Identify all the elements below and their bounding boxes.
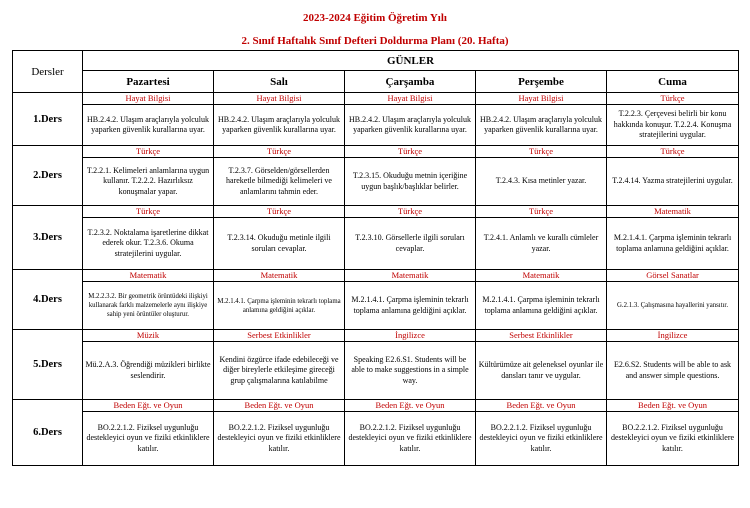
outcome-cell: T.2.4.14. Yazma stratejilerini uygular. bbox=[607, 158, 739, 206]
subject-cell: Matematik bbox=[476, 270, 607, 282]
subject-cell: Beden Eğt. ve Oyun bbox=[214, 400, 345, 412]
lesson-row-2-outcomes bbox=[13, 158, 739, 206]
lesson-label: 6.Ders bbox=[13, 400, 83, 466]
outcome-cell: Kültürümüze ait geleneksel oyunlar ile dansları tanır ve uygular. bbox=[476, 342, 607, 400]
subject-cell: Serbest Etkinlikler bbox=[214, 330, 345, 342]
subject-cell: Matematik bbox=[83, 270, 214, 282]
subject-cell: Matematik bbox=[345, 270, 476, 282]
subject-cell: Müzik bbox=[83, 330, 214, 342]
outcome-cell: T.2.3.15. Okuduğu metnin içeriğine uygun başlık/başlıklar belirler. bbox=[345, 158, 476, 206]
subject-cell: Türkçe bbox=[345, 206, 476, 218]
outcome-cell: Kendini özgürce ifade edebileceği ve diğer bireylerle etkileşime gireceği grup çalışmalarına katılabilme bbox=[214, 342, 345, 400]
outcome-cell: E2.6.S2. Students will be able to ask and answer simple questions. bbox=[607, 342, 739, 400]
outcome-cell: HB.2.4.2. Ulaşım araçlarıyla yolculuk yaparken güvenlik kurallarına uyar. bbox=[476, 105, 607, 146]
outcome-cell: BO.2.2.1.2. Fiziksel uygunluğu destekleyici oyun ve fiziki etkinliklere katılır. bbox=[345, 412, 476, 466]
subject-cell: Hayat Bilgisi bbox=[83, 93, 214, 105]
lesson-label: 2.Ders bbox=[13, 146, 83, 206]
subject-cell: Beden Eğt. ve Oyun bbox=[607, 400, 739, 412]
outcome-cell: M.2.1.4.1. Çarpma işleminin tekrarlı toplama anlamına geldiğini açıklar. bbox=[607, 218, 739, 270]
lesson-row-5-outcomes bbox=[13, 342, 739, 400]
lesson-row-4-outcomes bbox=[13, 282, 739, 330]
lesson-label: 4.Ders bbox=[13, 270, 83, 330]
subject-cell: Beden Eğt. ve Oyun bbox=[345, 400, 476, 412]
outcome-cell: T.2.3.10. Görsellerle ilgili soruları cevaplar. bbox=[345, 218, 476, 270]
day-header-carsamba: Çarşamba bbox=[345, 71, 476, 93]
outcome-cell: HB.2.4.2. Ulaşım araçlarıyla yolculuk yaparken güvenlik kurallarına uyar. bbox=[214, 105, 345, 146]
outcome-cell: T.2.3.7. Görselden/görsellerden hareketle bilmediği kelimeleri ve anlamlarını tahmin eder. bbox=[214, 158, 345, 206]
subject-cell: Türkçe bbox=[476, 146, 607, 158]
document-subtitle: 2. Sınıf Haftalık Sınıf Defteri Doldurma Planı (20. Hafta) bbox=[241, 35, 509, 47]
outcome-cell: HB.2.4.2. Ulaşım araçlarıyla yolculuk yaparken güvenlik kurallarına uyar. bbox=[83, 105, 214, 146]
lesson-label: 1.Ders bbox=[13, 93, 83, 146]
dersler-header: Dersler bbox=[13, 51, 83, 93]
lesson-row-1-outcomes bbox=[13, 105, 739, 146]
day-header-persembe: Perşembe bbox=[476, 71, 607, 93]
document-title: 2023-2024 Eğitim Öğretim Yılı bbox=[303, 12, 447, 24]
subject-cell: Görsel Sanatlar bbox=[607, 270, 739, 282]
day-header-pazartesi: Pazartesi bbox=[83, 71, 214, 93]
subject-cell: Matematik bbox=[214, 270, 345, 282]
outcome-cell: M.2.1.4.1. Çarpma işleminin tekrarlı toplama anlamına geldiğini açıklar. bbox=[345, 282, 476, 330]
subject-cell: Beden Eğt. ve Oyun bbox=[476, 400, 607, 412]
subject-cell: Hayat Bilgisi bbox=[476, 93, 607, 105]
subject-cell: Türkçe bbox=[607, 146, 739, 158]
subject-cell: Türkçe bbox=[345, 146, 476, 158]
lesson-row-6-subjects bbox=[13, 400, 739, 412]
outcome-cell: HB.2.4.2. Ulaşım araçlarıyla yolculuk yaparken güvenlik kurallarına uyar. bbox=[345, 105, 476, 146]
outcome-cell: Mü.2.A.3. Öğrendiği müzikleri birlikte seslendirir. bbox=[83, 342, 214, 400]
outcome-cell: M.2.2.3.2. Bir geometrik örüntüdeki ilişkiyi kullanarak farklı malzemelerle aynı ilişkiye sahip yeni örüntüler oluşturur. bbox=[83, 282, 214, 330]
outcome-cell: T.2.4.1. Anlamlı ve kurallı cümleler yazar. bbox=[476, 218, 607, 270]
outcome-cell: T.2.3.2. Noktalama işaretlerine dikkat ederek okur. T.2.3.6. Okuma stratejilerini uygular. bbox=[83, 218, 214, 270]
subject-cell: Matematik bbox=[607, 206, 739, 218]
subject-cell: Türkçe bbox=[214, 146, 345, 158]
subject-cell: Serbest Etkinlikler bbox=[476, 330, 607, 342]
lesson-row-4-subjects bbox=[13, 270, 739, 282]
subject-cell: Türkçe bbox=[476, 206, 607, 218]
lesson-row-1-subjects bbox=[13, 93, 739, 105]
subject-cell: Beden Eğt. ve Oyun bbox=[83, 400, 214, 412]
subject-cell: Türkçe bbox=[214, 206, 345, 218]
outcome-cell: BO.2.2.1.2. Fiziksel uygunluğu destekleyici oyun ve fiziki etkinliklere katılır. bbox=[83, 412, 214, 466]
subject-cell: Türkçe bbox=[607, 93, 739, 105]
subject-cell: İngilizce bbox=[607, 330, 739, 342]
outcome-cell: M.2.1.4.1. Çarpma işleminin tekrarlı toplama anlamına geldiğini açıklar. bbox=[214, 282, 345, 330]
outcome-cell: T.2.4.3. Kısa metinler yazar. bbox=[476, 158, 607, 206]
outcome-cell: T.2.2.1. Kelimeleri anlamlarına uygun kullanır. T.2.2.2. Hazırlıksız konuşmalar yapar. bbox=[83, 158, 214, 206]
subject-cell: Türkçe bbox=[83, 206, 214, 218]
outcome-cell: M.2.1.4.1. Çarpma işleminin tekrarlı toplama anlamına geldiğini açıklar. bbox=[476, 282, 607, 330]
day-header-cuma: Cuma bbox=[607, 71, 739, 93]
outcome-cell: Speaking E2.6.S1. Students will be able to make suggestions in a simple way. bbox=[345, 342, 476, 400]
outcome-cell: T.2.3.14. Okuduğu metinle ilgili soruları cevaplar. bbox=[214, 218, 345, 270]
outcome-cell: BO.2.2.1.2. Fiziksel uygunluğu destekleyici oyun ve fiziki etkinliklere katılır. bbox=[476, 412, 607, 466]
lesson-row-5-subjects bbox=[13, 330, 739, 342]
lesson-row-2-subjects bbox=[13, 146, 739, 158]
gunler-header: GÜNLER bbox=[83, 51, 739, 71]
outcome-cell: G.2.1.3. Çalışmasına hayallerini yansıtır. bbox=[607, 282, 739, 330]
outcome-cell: T.2.2.3. Çerçevesi belirli bir konu hakkında konuşur. T.2.2.4. Konuşma stratejilerini uygular. bbox=[607, 105, 739, 146]
outcome-cell: BO.2.2.1.2. Fiziksel uygunluğu destekleyici oyun ve fiziki etkinliklere katılır. bbox=[214, 412, 345, 466]
day-header-sali: Salı bbox=[214, 71, 345, 93]
weekly-plan-table bbox=[12, 50, 739, 466]
subject-cell: Hayat Bilgisi bbox=[214, 93, 345, 105]
outcome-cell: BO.2.2.1.2. Fiziksel uygunluğu destekleyici oyun ve fiziki etkinliklere katılır. bbox=[607, 412, 739, 466]
subject-cell: Türkçe bbox=[83, 146, 214, 158]
lesson-row-3-outcomes bbox=[13, 218, 739, 270]
lesson-label: 3.Ders bbox=[13, 206, 83, 270]
lesson-row-3-subjects bbox=[13, 206, 739, 218]
lesson-row-6-outcomes bbox=[13, 412, 739, 466]
subject-cell: Hayat Bilgisi bbox=[345, 93, 476, 105]
subject-cell: İngilizce bbox=[345, 330, 476, 342]
lesson-label: 5.Ders bbox=[13, 330, 83, 400]
